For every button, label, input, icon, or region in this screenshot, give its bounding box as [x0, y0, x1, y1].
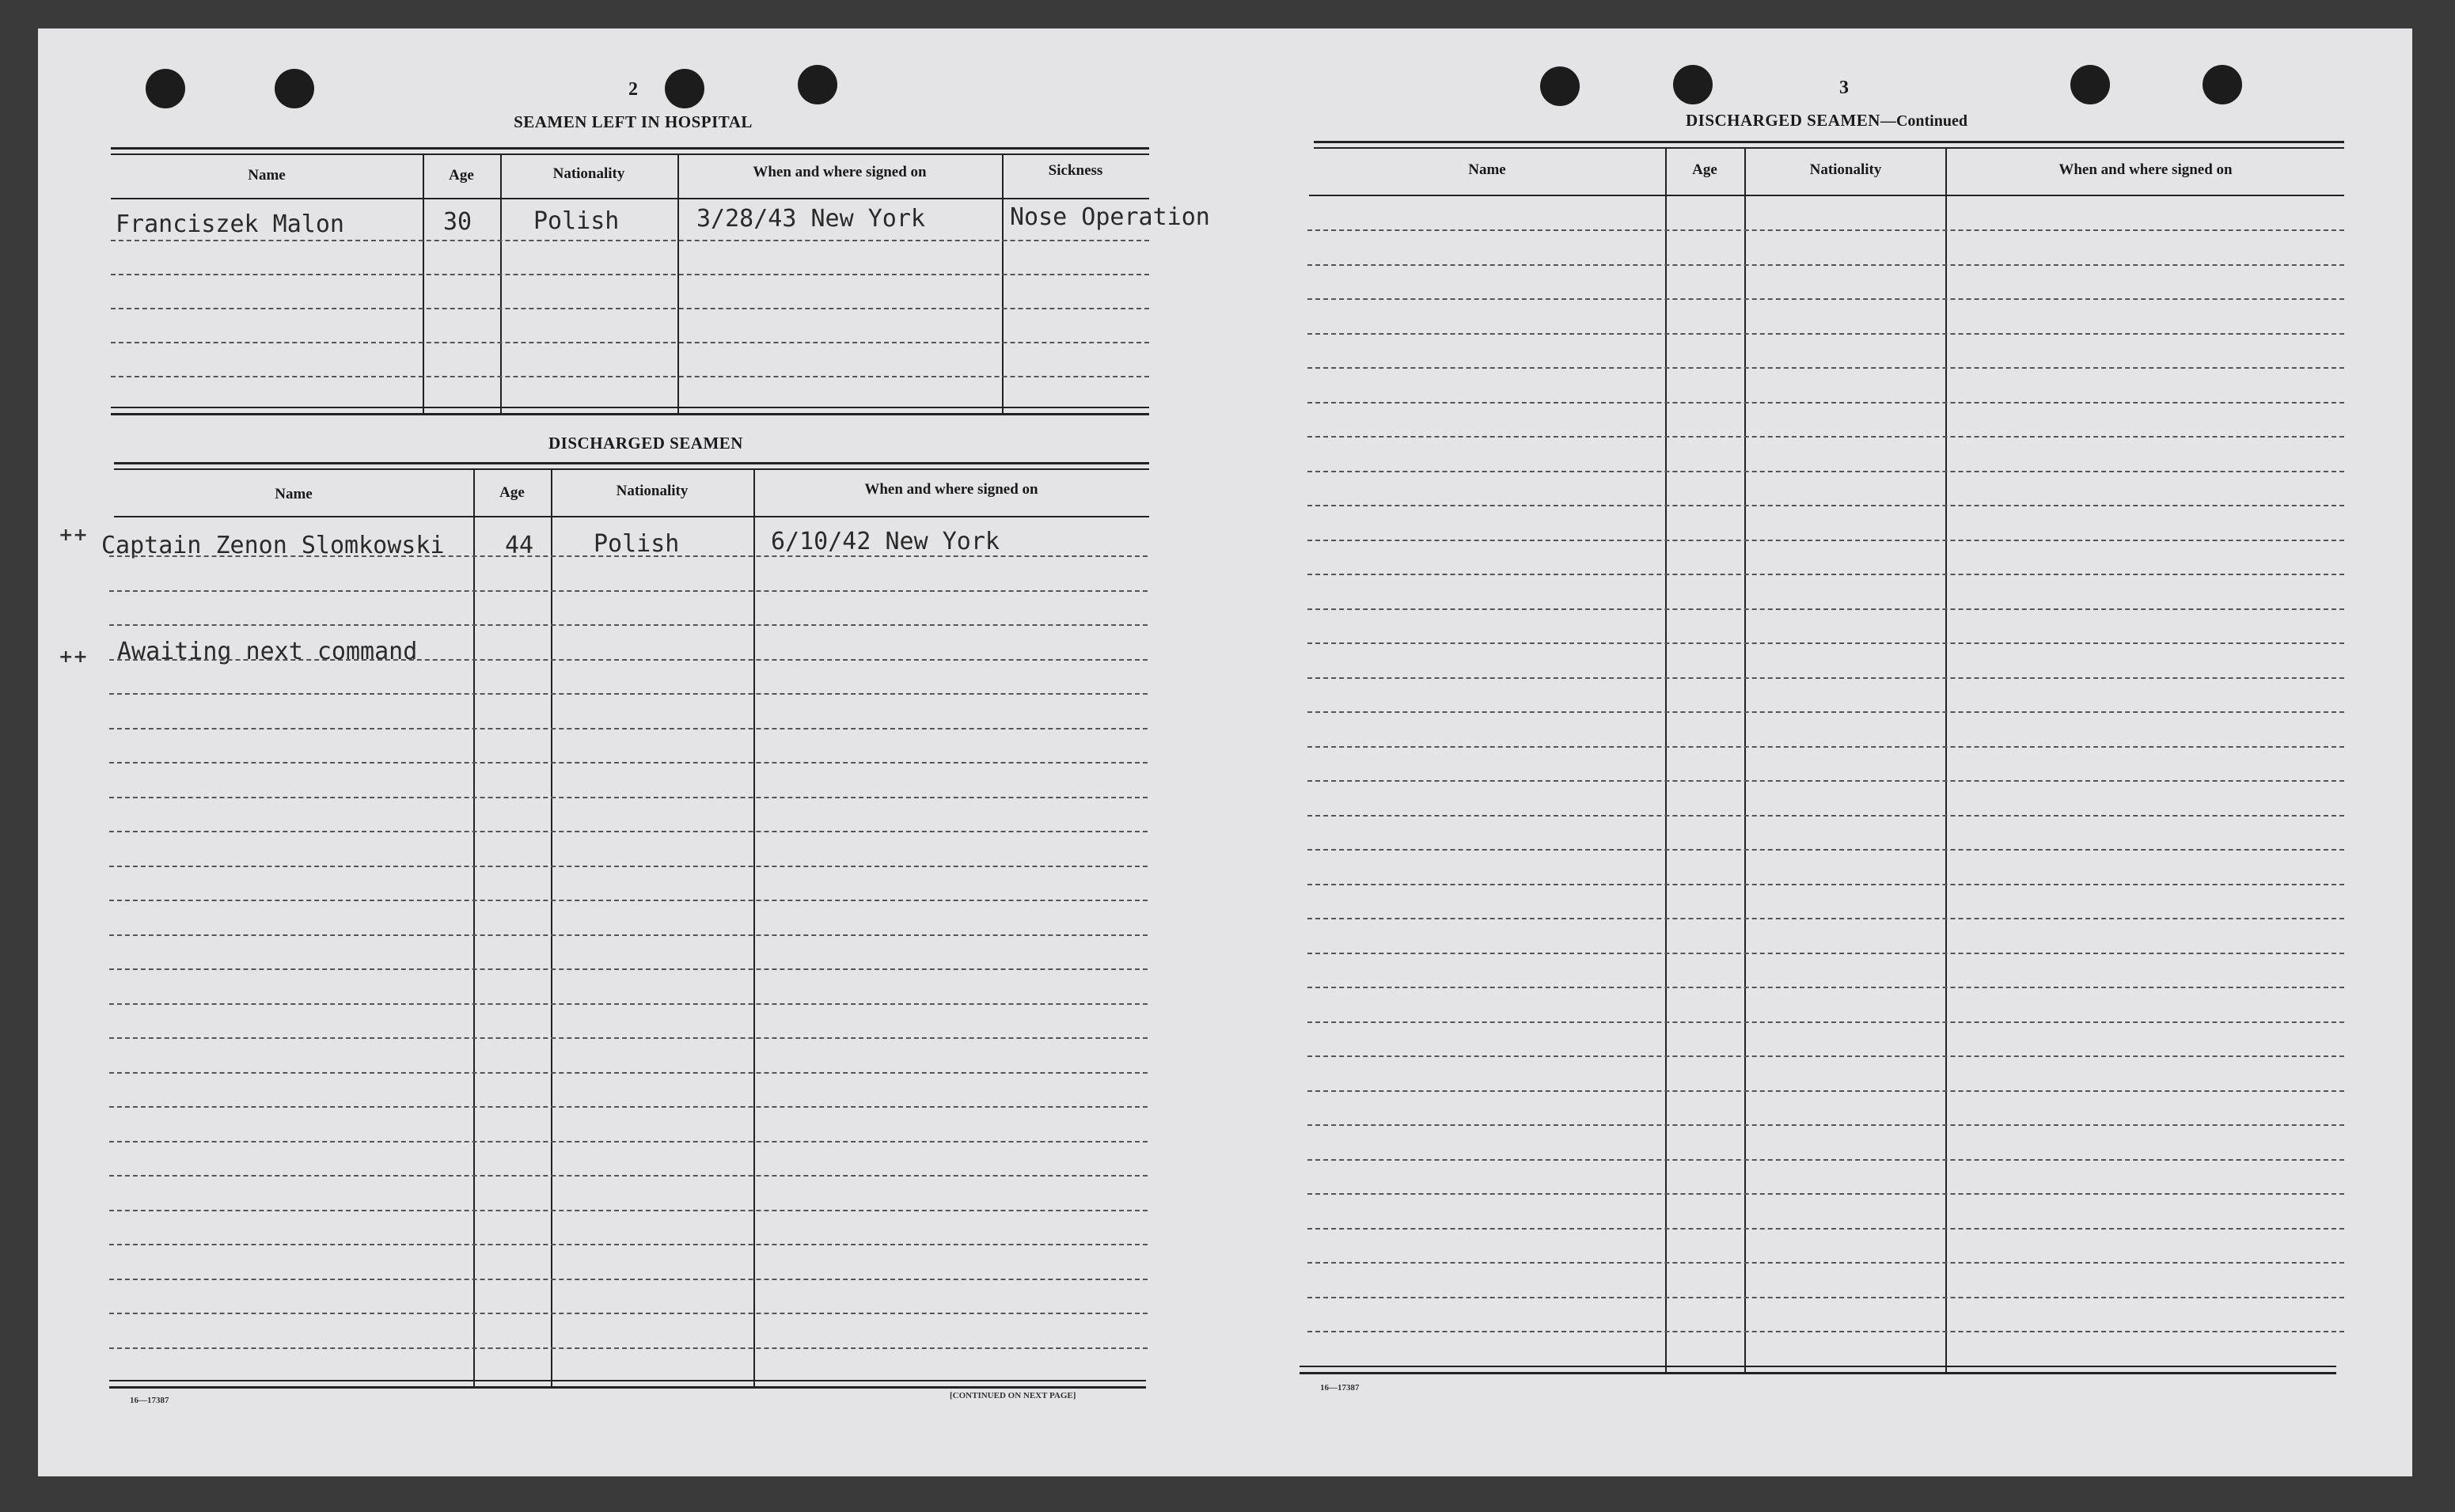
column-header-age: Age: [449, 167, 474, 184]
row-line: [1307, 746, 2344, 748]
row-line: [109, 1347, 1148, 1349]
punch-hole: [1540, 66, 1580, 106]
row-line: [111, 240, 1149, 241]
row-line: [109, 1244, 1148, 1245]
row-line: [109, 1072, 1148, 1074]
column-header-nationality: Nationality: [552, 165, 625, 182]
column-divider: [551, 468, 552, 1386]
header-underline: [111, 198, 1149, 199]
row-line: [109, 1106, 1148, 1108]
hospital-age-cell: 30: [443, 208, 472, 236]
row-line: [109, 900, 1148, 901]
punch-hole: [275, 69, 314, 108]
row-line: [1307, 540, 2344, 541]
title-suffix: —Continued: [1880, 112, 1967, 130]
page-number: 2: [628, 79, 638, 100]
table-bottom-rule: [111, 413, 1149, 415]
section-title-discharged-continued: [1589, 111, 2064, 131]
header-underline: [114, 516, 1149, 517]
row-line: [109, 624, 1148, 626]
row-line: [1307, 1331, 2344, 1332]
row-line: [109, 693, 1148, 695]
table-top-rule: [114, 462, 1149, 464]
row-line: [1307, 436, 2344, 438]
row-line: [1307, 1193, 2344, 1195]
punch-hole: [798, 65, 837, 104]
row-line: [1307, 402, 2344, 404]
discharged-name-cell: Captain Zenon Slomkowski: [101, 532, 445, 559]
row-line: [111, 308, 1149, 309]
row-line: [1307, 505, 2344, 506]
row-line: [1307, 1228, 2344, 1230]
column-divider: [1744, 147, 1746, 1372]
row-line: [109, 866, 1148, 867]
page-number: 3: [1839, 78, 1849, 98]
row-line: [1307, 918, 2344, 919]
row-line: [109, 968, 1148, 970]
column-divider: [423, 153, 424, 413]
row-line: [109, 934, 1148, 936]
column-header-name: Name: [1468, 161, 1506, 178]
row-line: [109, 1003, 1148, 1005]
row-line: [109, 797, 1148, 798]
column-header-name: Name: [275, 486, 313, 502]
table-bottom-rule: [1300, 1366, 2336, 1367]
row-line: [111, 274, 1149, 275]
hospital-name-cell: Franciszek Malon: [116, 210, 344, 238]
discharged-note: Awaiting next command: [117, 638, 418, 665]
table-top-rule: [1314, 141, 2344, 143]
row-line: [109, 762, 1148, 764]
row-line: [1307, 367, 2344, 369]
row-line: [109, 1279, 1148, 1280]
row-line: [109, 831, 1148, 832]
row-line: [109, 1141, 1148, 1143]
column-header-age: Age: [1692, 161, 1717, 178]
row-line: [109, 590, 1148, 592]
row-line: [1307, 1297, 2344, 1298]
column-header-nationality: Nationality: [616, 483, 689, 499]
row-line: [109, 1175, 1148, 1177]
column-header-age: Age: [499, 484, 525, 501]
header-underline: [1309, 195, 2344, 196]
table-top-rule: [111, 147, 1149, 150]
column-divider: [500, 153, 502, 413]
column-divider: [753, 468, 755, 1386]
row-line: [109, 1313, 1148, 1314]
hospital-sickness-cell: Nose Operation: [1010, 203, 1210, 231]
row-line: [1307, 815, 2344, 817]
punch-hole: [146, 69, 185, 108]
row-line: [1307, 574, 2344, 575]
row-mark: ++: [59, 525, 88, 545]
note-mark: ++: [59, 647, 88, 667]
column-header-nationality: Nationality: [1809, 161, 1882, 178]
form-number: 16—17387: [130, 1396, 169, 1405]
row-line: [1307, 884, 2344, 885]
discharged-age-cell: 44: [505, 532, 534, 559]
column-divider: [677, 153, 679, 413]
punch-hole: [1673, 65, 1713, 104]
table-top-rule: [1314, 147, 2344, 149]
punch-hole: [2203, 65, 2242, 104]
row-line: [109, 728, 1148, 729]
row-line: [1307, 264, 2344, 266]
row-line: [111, 342, 1149, 343]
row-line: [1307, 333, 2344, 335]
punch-hole: [665, 69, 704, 108]
column-divider: [1665, 147, 1667, 1372]
row-line: [1307, 642, 2344, 644]
row-line: [1307, 1021, 2344, 1023]
row-line: [1307, 1055, 2344, 1057]
column-divider: [1002, 153, 1004, 413]
row-line: [1307, 849, 2344, 851]
row-line: [109, 1037, 1148, 1039]
column-header-signed-on: When and where signed on: [864, 481, 1038, 498]
column-divider: [473, 468, 475, 1386]
row-line: [1307, 1090, 2344, 1092]
table-top-rule: [114, 468, 1149, 470]
row-line: [1307, 608, 2344, 610]
row-line: [1307, 1262, 2344, 1264]
continued-note: [CONTINUED ON NEXT PAGE]: [950, 1391, 1076, 1400]
column-divider: [1945, 147, 1947, 1372]
row-line: [1307, 1159, 2344, 1161]
column-header-signed-on: When and where signed on: [753, 164, 927, 180]
table-bottom-rule: [109, 1386, 1146, 1389]
row-line: [1307, 1124, 2344, 1126]
hospital-signed-on-cell: 3/28/43 New York: [696, 205, 925, 233]
row-line: [1307, 471, 2344, 472]
row-line: [111, 376, 1149, 377]
table-bottom-rule: [109, 1380, 1146, 1381]
row-line: [109, 1210, 1148, 1211]
row-line: [1307, 953, 2344, 954]
discharged-nationality-cell: Polish: [594, 530, 680, 558]
section-title-hospital: SEAMEN LEFT IN HOSPITAL: [514, 112, 753, 131]
row-line: [1307, 780, 2344, 782]
row-line: [109, 555, 1148, 557]
row-line: [1307, 229, 2344, 231]
row-line: [1307, 677, 2344, 679]
hospital-nationality-cell: Polish: [533, 207, 620, 235]
row-line: [109, 659, 1148, 661]
column-header-sickness: Sickness: [1048, 162, 1103, 179]
row-line: [1307, 987, 2344, 988]
punch-hole: [2070, 65, 2110, 104]
discharged-signed-on-cell: 6/10/42 New York: [771, 528, 1000, 555]
row-line: [1307, 298, 2344, 300]
column-header-name: Name: [248, 167, 286, 184]
row-line: [1307, 711, 2344, 713]
title-text: DISCHARGED SEAMEN: [1686, 111, 1880, 130]
table-bottom-rule: [1300, 1372, 2336, 1374]
table-bottom-rule: [111, 407, 1149, 408]
column-header-signed-on: When and where signed on: [2058, 161, 2233, 178]
form-number: 16—17387: [1320, 1383, 1360, 1393]
document-sheet: [38, 28, 2412, 1476]
section-title-discharged: DISCHARGED SEAMEN: [548, 434, 743, 453]
table-top-rule: [111, 153, 1149, 155]
